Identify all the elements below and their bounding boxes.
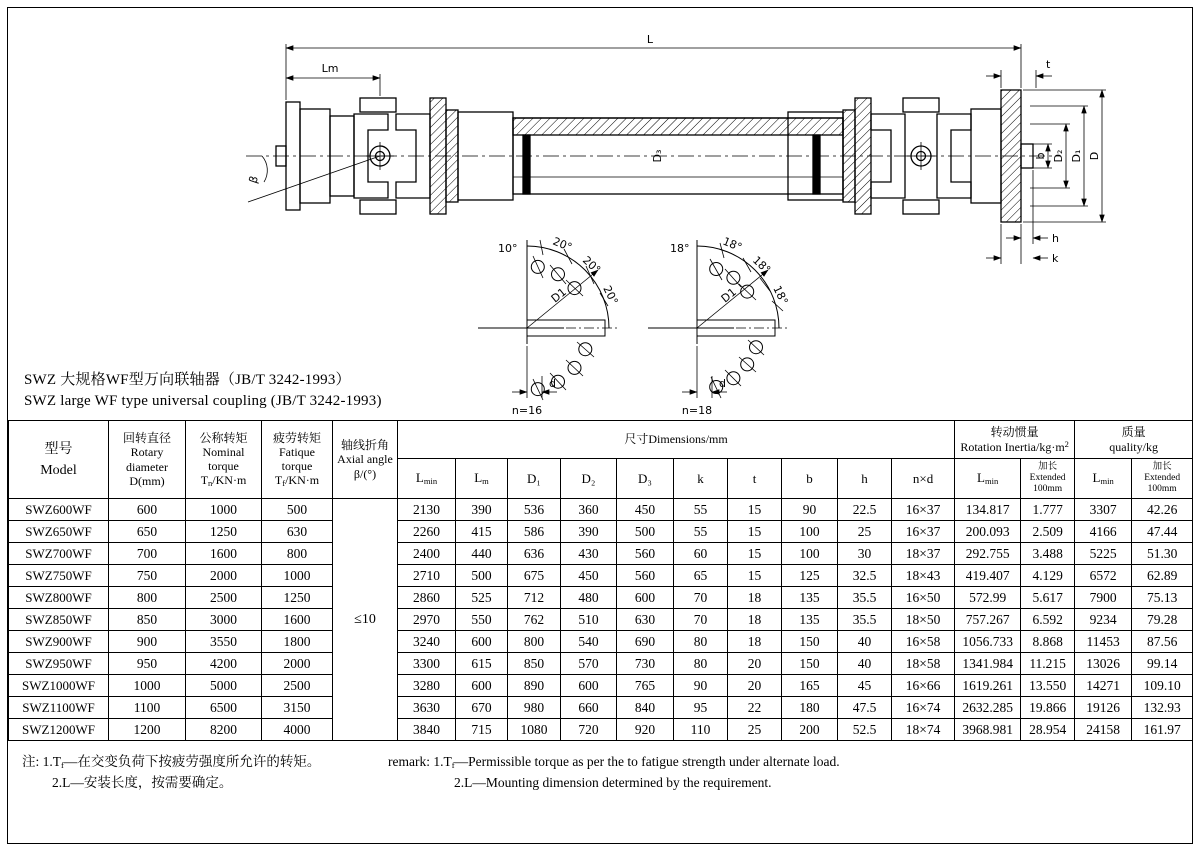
table-cell: SWZ700WF bbox=[9, 543, 109, 565]
spec-table-header bbox=[9, 421, 1193, 499]
table-cell: 11453 bbox=[1075, 631, 1132, 653]
table-cell: 2.509 bbox=[1021, 521, 1075, 543]
table-cell: 500 bbox=[456, 565, 508, 587]
table-cell: 95 bbox=[674, 697, 728, 719]
table-cell: 5.617 bbox=[1021, 587, 1075, 609]
table-cell: 850 bbox=[109, 609, 186, 631]
title-zh: SWZ 大规格WF型万向联轴器（JB/T 3242-1993） bbox=[24, 372, 351, 388]
table-cell: 3.488 bbox=[1021, 543, 1075, 565]
table-cell: 125 bbox=[782, 565, 838, 587]
table-row bbox=[9, 565, 1193, 587]
dim-label-L: L bbox=[646, 33, 654, 46]
table-cell: 2710 bbox=[398, 565, 456, 587]
table-cell: 572.99 bbox=[955, 587, 1021, 609]
table-cell: 890 bbox=[508, 675, 561, 697]
table-cell: 500 bbox=[262, 499, 333, 521]
table-cell: 1341.984 bbox=[955, 653, 1021, 675]
table-cell: 110 bbox=[674, 719, 728, 741]
table-cell: SWZ950WF bbox=[9, 653, 109, 675]
col-header-d3: D₃ bbox=[617, 459, 674, 499]
table-cell: 415 bbox=[456, 521, 508, 543]
table-cell: 670 bbox=[456, 697, 508, 719]
angle-label: 20° bbox=[579, 253, 604, 277]
bolt-count-n18: n=18 bbox=[681, 404, 713, 417]
table-cell: 47.44 bbox=[1132, 521, 1193, 543]
table-cell: 630 bbox=[617, 609, 674, 631]
table-cell: 40 bbox=[838, 631, 892, 653]
table-cell: 1250 bbox=[186, 521, 262, 543]
table-cell: 20 bbox=[728, 675, 782, 697]
table-cell: 920 bbox=[617, 719, 674, 741]
table-cell: 800 bbox=[109, 587, 186, 609]
table-cell: 25 bbox=[838, 521, 892, 543]
table-cell: 1000 bbox=[186, 499, 262, 521]
table-cell: 480 bbox=[561, 587, 617, 609]
col-header-mass-extended: 加长 Extended 100mm bbox=[1132, 459, 1193, 499]
table-cell: 450 bbox=[617, 499, 674, 521]
col-header-mass-lmin: $L_{min}$ bbox=[1075, 459, 1132, 499]
table-cell: 1800 bbox=[262, 631, 333, 653]
table-cell: 1600 bbox=[262, 609, 333, 631]
table-cell: 550 bbox=[456, 609, 508, 631]
note-zh: 注: $1.T_f—$在交变负荷下按疲劳强度所允许的转矩。 2.L—安装长度，按需要确定。 bbox=[22, 754, 321, 790]
table-cell: 22 bbox=[728, 697, 782, 719]
table-cell: 70 bbox=[674, 609, 728, 631]
col-header-rotary-diameter: 回转直径 Rotary diameter D(mm) bbox=[109, 421, 186, 499]
table-cell: 8200 bbox=[186, 719, 262, 741]
table-cell: 8.868 bbox=[1021, 631, 1075, 653]
table-cell: 15 bbox=[728, 499, 782, 521]
table-cell: 715 bbox=[456, 719, 508, 741]
table-cell: SWZ900WF bbox=[9, 631, 109, 653]
table-cell: 47.5 bbox=[838, 697, 892, 719]
table-cell: 6572 bbox=[1075, 565, 1132, 587]
table-cell: 850 bbox=[508, 653, 561, 675]
table-cell: 6500 bbox=[186, 697, 262, 719]
table-cell: 16×66 bbox=[892, 675, 955, 697]
angle-label: 18° bbox=[770, 283, 791, 307]
spec-table-body bbox=[9, 499, 1193, 741]
table-cell: 79.28 bbox=[1132, 609, 1193, 631]
table-cell: 65 bbox=[674, 565, 728, 587]
table-cell: 100 bbox=[782, 543, 838, 565]
table-cell: 16×37 bbox=[892, 521, 955, 543]
table-cell: 690 bbox=[617, 631, 674, 653]
table-row bbox=[9, 499, 1193, 521]
dim-label-b: b bbox=[1034, 152, 1047, 160]
bolt-pattern-n16-labels bbox=[498, 235, 621, 417]
table-cell: 18×74 bbox=[892, 719, 955, 741]
dim-label-h: h bbox=[1052, 232, 1059, 245]
table-cell: 75.13 bbox=[1132, 587, 1193, 609]
table-cell: 60 bbox=[674, 543, 728, 565]
table-cell: 2000 bbox=[186, 565, 262, 587]
table-cell: 11.215 bbox=[1021, 653, 1075, 675]
table-cell: 500 bbox=[617, 521, 674, 543]
table-cell: 45 bbox=[838, 675, 892, 697]
table-cell: 80 bbox=[674, 653, 728, 675]
table-cell: 3300 bbox=[398, 653, 456, 675]
table-cell: 22.5 bbox=[838, 499, 892, 521]
table-cell: 62.89 bbox=[1132, 565, 1193, 587]
table-cell: 16×37 bbox=[892, 499, 955, 521]
table-cell: 560 bbox=[617, 565, 674, 587]
dim-label-t: t bbox=[1046, 58, 1051, 71]
table-cell: 1200 bbox=[109, 719, 186, 741]
table-cell: 35.5 bbox=[838, 609, 892, 631]
table-cell: 14271 bbox=[1075, 675, 1132, 697]
table-cell: 440 bbox=[456, 543, 508, 565]
table-cell: 560 bbox=[617, 543, 674, 565]
table-cell: 150 bbox=[782, 653, 838, 675]
table-cell: 4000 bbox=[262, 719, 333, 741]
table-cell: SWZ1100WF bbox=[9, 697, 109, 719]
table-cell: 4.129 bbox=[1021, 565, 1075, 587]
spec-table bbox=[8, 420, 1193, 741]
col-group-dimensions: 尺寸Dimensions/mm bbox=[398, 421, 955, 459]
table-cell: 42.26 bbox=[1132, 499, 1193, 521]
col-header-inertia-extended: 加长 Extended 100mm bbox=[1021, 459, 1075, 499]
dim-label-Lm: Lm bbox=[321, 62, 339, 75]
table-cell: 15 bbox=[728, 521, 782, 543]
table-cell: 13.550 bbox=[1021, 675, 1075, 697]
dim-label-D2: D₂ bbox=[1052, 149, 1065, 163]
col-header-d2: D₂ bbox=[561, 459, 617, 499]
angle-label: 10° bbox=[498, 242, 518, 255]
col-header-lm: $L_m$ bbox=[456, 459, 508, 499]
table-cell: 25 bbox=[728, 719, 782, 741]
col-header-model: 型号 Model bbox=[9, 421, 109, 499]
spec-table-container bbox=[8, 420, 1192, 741]
table-cell: 19.866 bbox=[1021, 697, 1075, 719]
hole-diameter-label: d bbox=[719, 377, 726, 390]
table-cell: 100 bbox=[782, 521, 838, 543]
title-en: SWZ large WF type universal coupling (JB/T 3242-1993) bbox=[24, 393, 382, 409]
table-cell: 712 bbox=[508, 587, 561, 609]
col-header-lmin: $L_{min}$ bbox=[398, 459, 456, 499]
table-cell: 1000 bbox=[262, 565, 333, 587]
table-cell: 2860 bbox=[398, 587, 456, 609]
table-cell: 2970 bbox=[398, 609, 456, 631]
table-cell: 3000 bbox=[186, 609, 262, 631]
hole-diameter-label: d bbox=[549, 377, 556, 390]
table-cell: 675 bbox=[508, 565, 561, 587]
dim-label-k: k bbox=[1052, 252, 1059, 265]
table-cell: 28.954 bbox=[1021, 719, 1075, 741]
table-cell: 15 bbox=[728, 565, 782, 587]
table-cell: 134.817 bbox=[955, 499, 1021, 521]
table-cell: 390 bbox=[561, 521, 617, 543]
table-cell: 586 bbox=[508, 521, 561, 543]
bolt-circle-diameter-label: D1 bbox=[718, 285, 739, 306]
table-cell: 757.267 bbox=[955, 609, 1021, 631]
col-header-h: h bbox=[838, 459, 892, 499]
col-header-d1: D₁ bbox=[508, 459, 561, 499]
table-row bbox=[9, 675, 1193, 697]
table-cell: 18×43 bbox=[892, 565, 955, 587]
drawing-title bbox=[24, 370, 382, 412]
table-row bbox=[9, 543, 1193, 565]
table-cell: 450 bbox=[561, 565, 617, 587]
table-cell: 18 bbox=[728, 587, 782, 609]
table-cell: 430 bbox=[561, 543, 617, 565]
table-cell: 750 bbox=[109, 565, 186, 587]
table-cell: 52.5 bbox=[838, 719, 892, 741]
col-header-t: t bbox=[728, 459, 782, 499]
table-cell: 3150 bbox=[262, 697, 333, 719]
table-cell: 3550 bbox=[186, 631, 262, 653]
table-cell: 200.093 bbox=[955, 521, 1021, 543]
table-cell: 2632.285 bbox=[955, 697, 1021, 719]
table-cell: 1250 bbox=[262, 587, 333, 609]
table-row bbox=[9, 653, 1193, 675]
table-cell: 3280 bbox=[398, 675, 456, 697]
table-cell: 660 bbox=[561, 697, 617, 719]
table-cell: 35.5 bbox=[838, 587, 892, 609]
dim-label-D1: D₁ bbox=[1070, 149, 1083, 163]
table-cell: 18 bbox=[728, 631, 782, 653]
table-cell: 1056.733 bbox=[955, 631, 1021, 653]
dimension-labels bbox=[246, 33, 1101, 265]
bolt-circle-diameter-label: D1 bbox=[548, 285, 569, 306]
col-group-rotation-inertia: 转动惯量 Rotation Inertia/$kg\cdot m^2$ bbox=[955, 421, 1075, 459]
table-cell: 18×58 bbox=[892, 653, 955, 675]
table-cell: 510 bbox=[561, 609, 617, 631]
table-cell: 2400 bbox=[398, 543, 456, 565]
col-header-fatigue-torque: 疲劳转矩 Fatique torque $T_f/KN\cdot m$ bbox=[262, 421, 333, 499]
table-row bbox=[9, 609, 1193, 631]
angle-label: 20° bbox=[600, 283, 621, 307]
table-cell: 90 bbox=[782, 499, 838, 521]
col-header-k: k bbox=[674, 459, 728, 499]
table-cell: 80 bbox=[674, 631, 728, 653]
table-cell: 650 bbox=[109, 521, 186, 543]
table-cell: 9234 bbox=[1075, 609, 1132, 631]
table-cell: 600 bbox=[456, 631, 508, 653]
col-header-inertia-lmin: $L_{min}$ bbox=[955, 459, 1021, 499]
table-cell: 2130 bbox=[398, 499, 456, 521]
table-cell: 4166 bbox=[1075, 521, 1132, 543]
table-cell: 180 bbox=[782, 697, 838, 719]
table-cell: 51.30 bbox=[1132, 543, 1193, 565]
table-cell: 32.5 bbox=[838, 565, 892, 587]
table-cell: 360 bbox=[561, 499, 617, 521]
table-cell: 7900 bbox=[1075, 587, 1132, 609]
table-cell: 55 bbox=[674, 499, 728, 521]
table-cell: 762 bbox=[508, 609, 561, 631]
table-cell: 55 bbox=[674, 521, 728, 543]
table-cell: 630 bbox=[262, 521, 333, 543]
table-cell: 19126 bbox=[1075, 697, 1132, 719]
table-cell: 20 bbox=[728, 653, 782, 675]
dim-label-D: D bbox=[1088, 151, 1101, 161]
table-cell: 540 bbox=[561, 631, 617, 653]
col-header-nominal-torque: 公称转矩 Nominal torque $T_n/KN\cdot m$ bbox=[186, 421, 262, 499]
table-row bbox=[9, 719, 1193, 741]
axial-angle-value-cell: ≤10 bbox=[333, 499, 398, 741]
table-cell: 18 bbox=[728, 609, 782, 631]
table-cell: 161.97 bbox=[1132, 719, 1193, 741]
table-cell: 525 bbox=[456, 587, 508, 609]
table-cell: 950 bbox=[109, 653, 186, 675]
table-cell: 16×58 bbox=[892, 631, 955, 653]
table-cell: 3307 bbox=[1075, 499, 1132, 521]
table-cell: 6.592 bbox=[1021, 609, 1075, 631]
table-cell: 2500 bbox=[186, 587, 262, 609]
table-cell: 132.93 bbox=[1132, 697, 1193, 719]
table-cell: 165 bbox=[782, 675, 838, 697]
table-cell: 4200 bbox=[186, 653, 262, 675]
table-cell: 636 bbox=[508, 543, 561, 565]
table-cell: 900 bbox=[109, 631, 186, 653]
angle-label: 18° bbox=[720, 234, 744, 255]
table-cell: 99.14 bbox=[1132, 653, 1193, 675]
bolt-pattern-n18-labels bbox=[670, 235, 791, 417]
technical-drawing bbox=[0, 6, 1200, 420]
table-cell: 13026 bbox=[1075, 653, 1132, 675]
table-cell: 1100 bbox=[109, 697, 186, 719]
table-cell: SWZ1200WF bbox=[9, 719, 109, 741]
angle-label: 20° bbox=[550, 234, 574, 255]
table-cell: 419.407 bbox=[955, 565, 1021, 587]
table-cell: 3630 bbox=[398, 697, 456, 719]
table-cell: 536 bbox=[508, 499, 561, 521]
bolt-count-n16: n=16 bbox=[511, 404, 543, 417]
table-cell: 90 bbox=[674, 675, 728, 697]
table-cell: SWZ750WF bbox=[9, 565, 109, 587]
table-row bbox=[9, 587, 1193, 609]
table-cell: 1619.261 bbox=[955, 675, 1021, 697]
table-cell: 700 bbox=[109, 543, 186, 565]
table-cell: 800 bbox=[508, 631, 561, 653]
table-cell: 570 bbox=[561, 653, 617, 675]
table-cell: 2260 bbox=[398, 521, 456, 543]
table-cell: 24158 bbox=[1075, 719, 1132, 741]
table-cell: 1.777 bbox=[1021, 499, 1075, 521]
table-cell: 5000 bbox=[186, 675, 262, 697]
col-group-mass: 质量 quality/kg bbox=[1075, 421, 1193, 459]
table-cell: 2000 bbox=[262, 653, 333, 675]
table-cell: SWZ1000WF bbox=[9, 675, 109, 697]
table-cell: 292.755 bbox=[955, 543, 1021, 565]
table-cell: 87.56 bbox=[1132, 631, 1193, 653]
table-cell: 200 bbox=[782, 719, 838, 741]
table-cell: 18×50 bbox=[892, 609, 955, 631]
table-cell: 40 bbox=[838, 653, 892, 675]
table-cell: 16×50 bbox=[892, 587, 955, 609]
col-header-nxd: n×d bbox=[892, 459, 955, 499]
table-cell: 135 bbox=[782, 609, 838, 631]
angle-label: 18° bbox=[749, 253, 774, 277]
table-cell: 600 bbox=[109, 499, 186, 521]
table-cell: SWZ650WF bbox=[9, 521, 109, 543]
table-cell: 800 bbox=[262, 543, 333, 565]
table-cell: 1080 bbox=[508, 719, 561, 741]
table-cell: 765 bbox=[617, 675, 674, 697]
table-cell: 3240 bbox=[398, 631, 456, 653]
table-cell: 1000 bbox=[109, 675, 186, 697]
table-cell: 600 bbox=[456, 675, 508, 697]
table-cell: 2500 bbox=[262, 675, 333, 697]
table-cell: SWZ600WF bbox=[9, 499, 109, 521]
table-cell: 840 bbox=[617, 697, 674, 719]
table-cell: 150 bbox=[782, 631, 838, 653]
table-row bbox=[9, 631, 1193, 653]
table-cell: 600 bbox=[561, 675, 617, 697]
col-header-b: b bbox=[782, 459, 838, 499]
table-cell: 3968.981 bbox=[955, 719, 1021, 741]
table-cell: 109.10 bbox=[1132, 675, 1193, 697]
table-cell: 15 bbox=[728, 543, 782, 565]
table-cell: 5225 bbox=[1075, 543, 1132, 565]
table-cell: 70 bbox=[674, 587, 728, 609]
table-cell: SWZ800WF bbox=[9, 587, 109, 609]
table-cell: 135 bbox=[782, 587, 838, 609]
table-row bbox=[9, 697, 1193, 719]
table-cell: 615 bbox=[456, 653, 508, 675]
table-cell: 3840 bbox=[398, 719, 456, 741]
table-cell: SWZ850WF bbox=[9, 609, 109, 631]
table-cell: 1600 bbox=[186, 543, 262, 565]
table-cell: 16×74 bbox=[892, 697, 955, 719]
note-en: remark: $1.T_f—Permissible$ torque as per the to fatigue strength under alternate load. 2.L—Mounting dimension determined by the requirement. bbox=[388, 754, 840, 790]
table-cell: 980 bbox=[508, 697, 561, 719]
table-cell: 600 bbox=[617, 587, 674, 609]
table-cell: 18×37 bbox=[892, 543, 955, 565]
col-header-axial-angle: 轴线折角 Axial angle β/(°) bbox=[333, 421, 398, 499]
dim-label-beta: β bbox=[246, 174, 262, 185]
table-cell: 720 bbox=[561, 719, 617, 741]
dim-label-D3: D₃ bbox=[651, 149, 664, 163]
table-cell: 390 bbox=[456, 499, 508, 521]
table-cell: 30 bbox=[838, 543, 892, 565]
table-cell: 730 bbox=[617, 653, 674, 675]
angle-label: 18° bbox=[670, 242, 690, 255]
table-row bbox=[9, 521, 1193, 543]
